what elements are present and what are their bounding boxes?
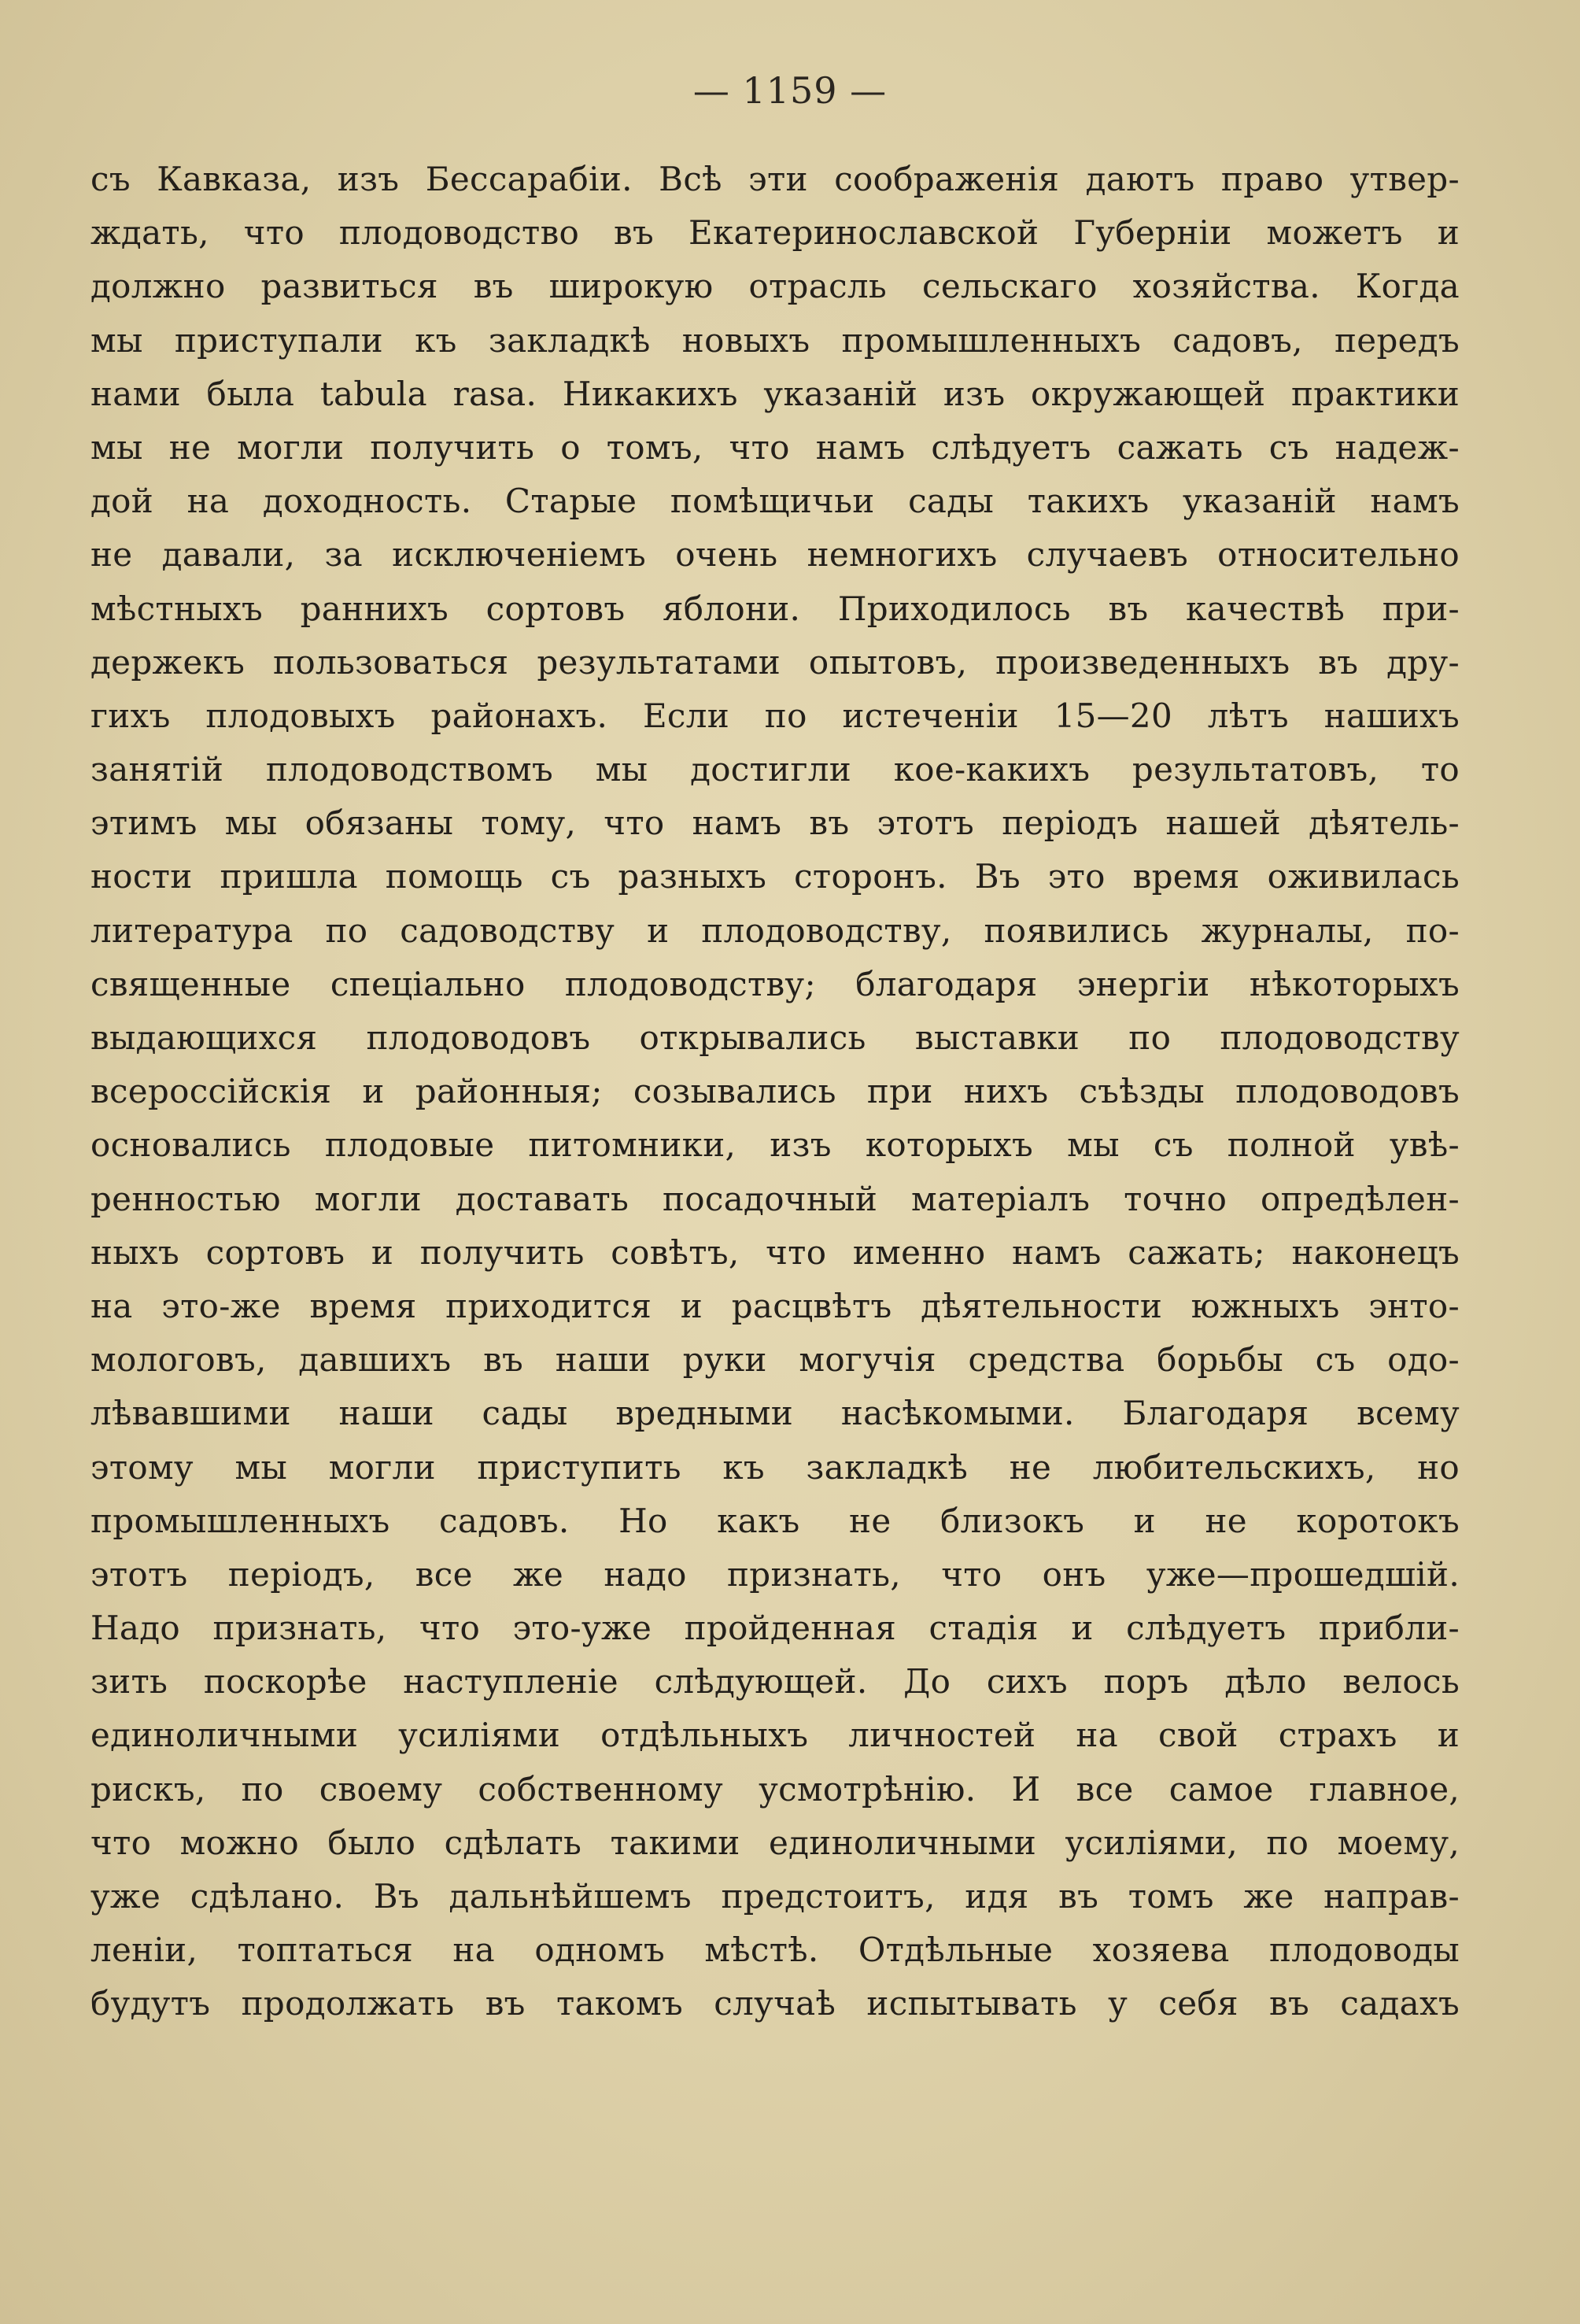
text-line: выдающихся плодоводовъ открывались выставки по плодоводству	[90, 1018, 1460, 1057]
text-line: ждать, что плодоводство въ Екатеринославской Губерніи можетъ и	[90, 213, 1460, 253]
text-line: ренностью могли доставать посадочный матеріалъ точно опредѣлен-	[90, 1179, 1460, 1218]
text-line: не давали, за исключеніемъ очень немногихъ случаевъ относительно	[90, 535, 1460, 575]
text-line: занятій плодоводствомъ мы достигли кое-какихъ результатовъ, то	[90, 750, 1460, 789]
text-line: промышленныхъ садовъ. Но какъ не близокъ и не коротокъ	[90, 1501, 1460, 1540]
text-line: рискъ, по своему собственному усмотрѣнію. И все самое главное,	[90, 1769, 1460, 1809]
text-line: съ Кавказа, изъ Бессарабіи. Всѣ эти соображенія даютъ право утвер-	[90, 160, 1460, 198]
text-line: мологовъ, давшихъ въ наши руки могучія средства борьбы съ одо-	[90, 1340, 1460, 1380]
text-line: зить поскорѣе наступленіе слѣдующей. До сихъ поръ дѣло велось	[90, 1662, 1460, 1701]
text-line: основались плодовые питомники, изъ которыхъ мы съ полной увѣ-	[90, 1125, 1460, 1165]
text-line: на это-же время приходится и расцвѣтъ дѣятельности южныхъ энто-	[90, 1286, 1460, 1325]
text-line: единоличными усиліями отдѣльныхъ личностей на свой страхъ и	[90, 1716, 1460, 1755]
body-text	[90, 153, 1460, 2031]
text-line: уже сдѣлано. Въ дальнѣйшемъ предстоитъ, идя въ томъ же направ-	[90, 1877, 1460, 1916]
text-line: этотъ періодъ, все же надо признать, что онъ уже—прошедшій.	[90, 1554, 1460, 1594]
page-number: — 1159 —	[692, 69, 888, 112]
text-line: держекъ пользоваться результатами опытовъ, произведенныхъ въ дру-	[90, 642, 1460, 682]
text-line: мы приступали къ закладкѣ новыхъ промышленныхъ садовъ, передъ	[90, 320, 1460, 360]
text-line: должно развиться въ широкую отрасль сельскаго хозяйства. Когда	[90, 267, 1460, 306]
text-line: Надо признать, что это-уже пройденная стадія и слѣдуетъ прибли-	[90, 1609, 1460, 1648]
text-line: леніи, топтаться на одномъ мѣстѣ. Отдѣльные хозяева плодоводы	[90, 1931, 1460, 1970]
text-line: что можно было сдѣлать такими единоличными усиліями, по моему,	[90, 1823, 1460, 1862]
text-line: будутъ продолжать въ такомъ случаѣ испытывать у себя въ садахъ	[90, 1984, 1460, 2023]
text-line: всероссійскія и районныя; созывались при нихъ съѣзды плодоводовъ	[90, 1072, 1460, 1111]
text-line: мы не могли получить о томъ, что намъ слѣдуетъ сажать съ надеж-	[90, 427, 1460, 467]
text-line: этому мы могли приступить къ закладкѣ не любительскихъ, но	[90, 1447, 1460, 1487]
text-line: ности пришла помощь съ разныхъ сторонъ. Въ это время оживилась	[90, 857, 1460, 896]
text-line: этимъ мы обязаны тому, что намъ въ этотъ періодъ нашей дѣятель-	[90, 804, 1460, 843]
text-line: гихъ плодовыхъ районахъ. Если по истеченіи 15—20 лѣтъ нашихъ	[90, 696, 1460, 735]
text-line: дой на доходность. Старые помѣщичьи сады такихъ указаній намъ	[90, 482, 1460, 521]
text-line: ныхъ сортовъ и получить совѣтъ, что именно намъ сажать; наконецъ	[90, 1232, 1460, 1272]
text-line: мѣстныхъ раннихъ сортовъ яблони. Приходилось въ качествѣ при-	[90, 589, 1460, 628]
text-line: нами была tabula rasa. Никакихъ указаній изъ окружающей практики	[90, 374, 1460, 413]
text-line: лѣвавшими наши сады вредными насѣкомыми. Благодаря всему	[90, 1394, 1460, 1433]
text-line: литература по садоводству и плодоводству, появились журналы, по-	[90, 911, 1460, 950]
text-line: священные спеціально плодоводству; благодаря энергіи нѣкоторыхъ	[90, 964, 1460, 1003]
